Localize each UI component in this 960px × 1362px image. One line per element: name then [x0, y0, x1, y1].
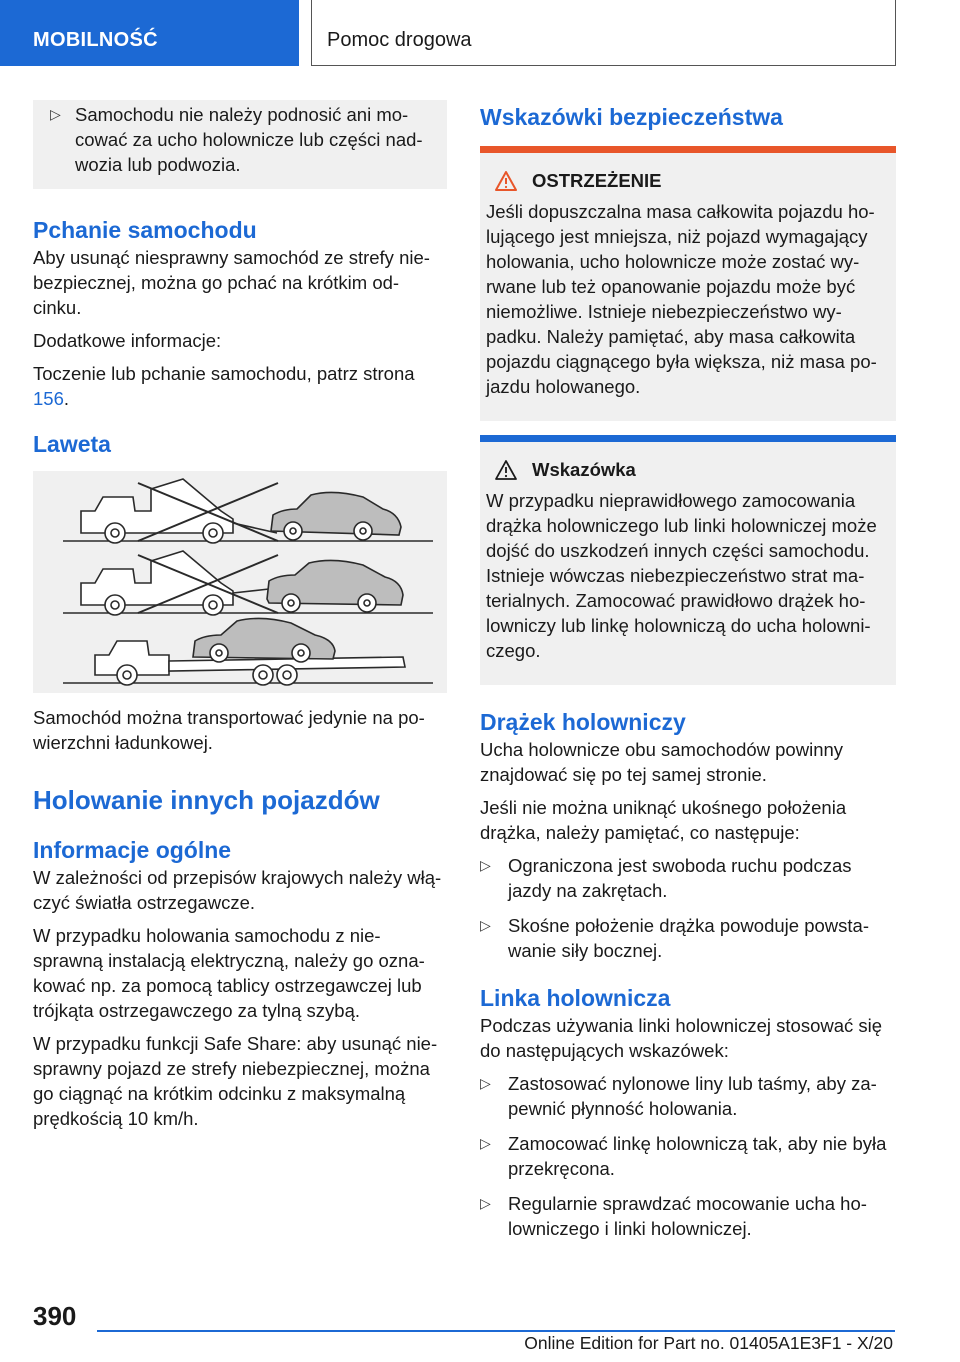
page-link[interactable]: 156	[33, 388, 64, 409]
paragraph: Toczenie lub pchanie samochodu, patrz strona 156.	[33, 363, 415, 409]
hint-bar	[480, 435, 896, 442]
chapter-heading: Holowanie innych pojazdów	[33, 785, 380, 815]
section-heading: Wskazówki bezpieczeństwa	[480, 104, 783, 130]
section-title: MOBILNOŚĆ	[33, 29, 158, 51]
image-caption: Samochód można transportować jedynie na po- wierzchni ładunkowej.	[33, 707, 425, 753]
section-heading: Linka holownicza	[480, 985, 671, 1011]
warning-triangle-icon	[494, 459, 518, 481]
tow-truck-image	[33, 471, 447, 693]
list-item: ▷ Zastosować nylonowe liny lub taśmy, aby za- pewnić płynność holowania.	[480, 1073, 877, 1119]
triangle-right-icon: ▷	[480, 857, 491, 873]
list-item: ▷ Ograniczona jest swoboda ruchu podczas jazdy na zakrętach.	[480, 855, 852, 901]
paragraph: Jeśli nie można uniknąć ukośnego położenia drążka, należy pamiętać, co następuje:	[480, 797, 847, 843]
warning-title: OSTRZEŻENIE	[532, 170, 662, 191]
paragraph: Ucha holownicze obu samochodów powinny znajdować się po tej samej stronie.	[480, 739, 844, 785]
towing-illustration	[33, 471, 447, 693]
hint-text: W przypadku nieprawidłowego zamocowania drążka holowniczego lub linki holowniczej może dojść do uszkodzeń innych części samochodu. Istnieje wówczas niebezpieczeństwo strat ma- terialnych. Zamocować prawidłowo drążek ho- lowniczy lub linkę holowniczą do ucha holowni- czego.	[486, 490, 877, 661]
triangle-right-icon: ▷	[480, 1075, 491, 1091]
section-heading: Drążek holowniczy	[480, 709, 686, 735]
list-item: ▷ Zamocować linkę holowniczą tak, aby nie była przekręcona.	[480, 1133, 887, 1179]
right-column	[480, 100, 896, 1251]
paragraph: Podczas używania linki holowniczej stosować się do następujących wskazówek:	[480, 1015, 883, 1061]
footer-divider	[97, 1330, 895, 1332]
edition-note: Online Edition for Part no. 01405A1E3F1 - X/20	[524, 1333, 893, 1353]
left-column	[33, 100, 447, 1139]
triangle-right-icon: ▷	[50, 106, 61, 122]
notice-box	[33, 100, 447, 189]
hint-title: Wskazówka	[532, 459, 636, 480]
warning-triangle-icon	[494, 170, 518, 192]
paragraph: W przypadku funkcji Safe Share: aby usunąć nie- sprawny pojazd ze strefy niebezpiecznej, można go ciągnąć na krótkim odcinku z maksymalną prędkością 10 km/h.	[33, 1033, 438, 1129]
page-number: 390	[33, 1301, 77, 1331]
topic-header	[311, 0, 896, 66]
warning-box	[480, 153, 896, 421]
triangle-right-icon: ▷	[480, 917, 491, 933]
list-item: ▷ Skośne położenie drążka powoduje powsta- wanie siły bocznej.	[480, 915, 869, 961]
warning-bar	[480, 146, 896, 153]
section-heading: Pchanie samochodu	[33, 217, 257, 243]
list-item: ▷ Samochodu nie należy podnosić ani mo- cować za ucho holownicze lub części nad- wozia lub podwozia.	[50, 104, 423, 175]
hint-box	[480, 442, 896, 685]
warning-text: Jeśli dopuszczalna masa całkowita pojazdu ho- lującego jest mniejsza, niż pojazd wymagający holowania, ucho holownicze może zostać wy- rwane lub też opanowanie pojazdu może być niemożliwe. Istnieje niebezpieczeństwo wy- padku. Należy pamiętać, aby masa całkowita pojazdu ciągnącego była większa, niż masa po- jazdu holowanego.	[486, 201, 877, 397]
paragraph: W przypadku holowania samochodu z nie- sprawną instalacją elektryczną, należy go ozna- kować np. za pomocą tablicy ostrzegawczej lub trójkąta ostrzegawczego za tylną szybą.	[33, 925, 425, 1021]
topic-title: Pomoc drogowa	[327, 29, 472, 51]
paragraph: Dodatkowe informacje:	[33, 330, 222, 351]
paragraph: Aby usunąć niesprawny samochód ze strefy nie- bezpiecznej, można go pchać na krótkim od- cinku.	[33, 247, 430, 318]
paragraph: W zależności od przepisów krajowych należy włą- czyć światła ostrzegawcze.	[33, 867, 442, 913]
triangle-right-icon: ▷	[480, 1135, 491, 1151]
triangle-right-icon: ▷	[480, 1195, 491, 1211]
section-heading: Laweta	[33, 431, 111, 457]
section-tab	[0, 0, 299, 66]
list-item: ▷ Regularnie sprawdzać mocowanie ucha ho- lowniczego i linki holowniczej.	[480, 1193, 867, 1239]
section-heading: Informacje ogólne	[33, 837, 232, 863]
